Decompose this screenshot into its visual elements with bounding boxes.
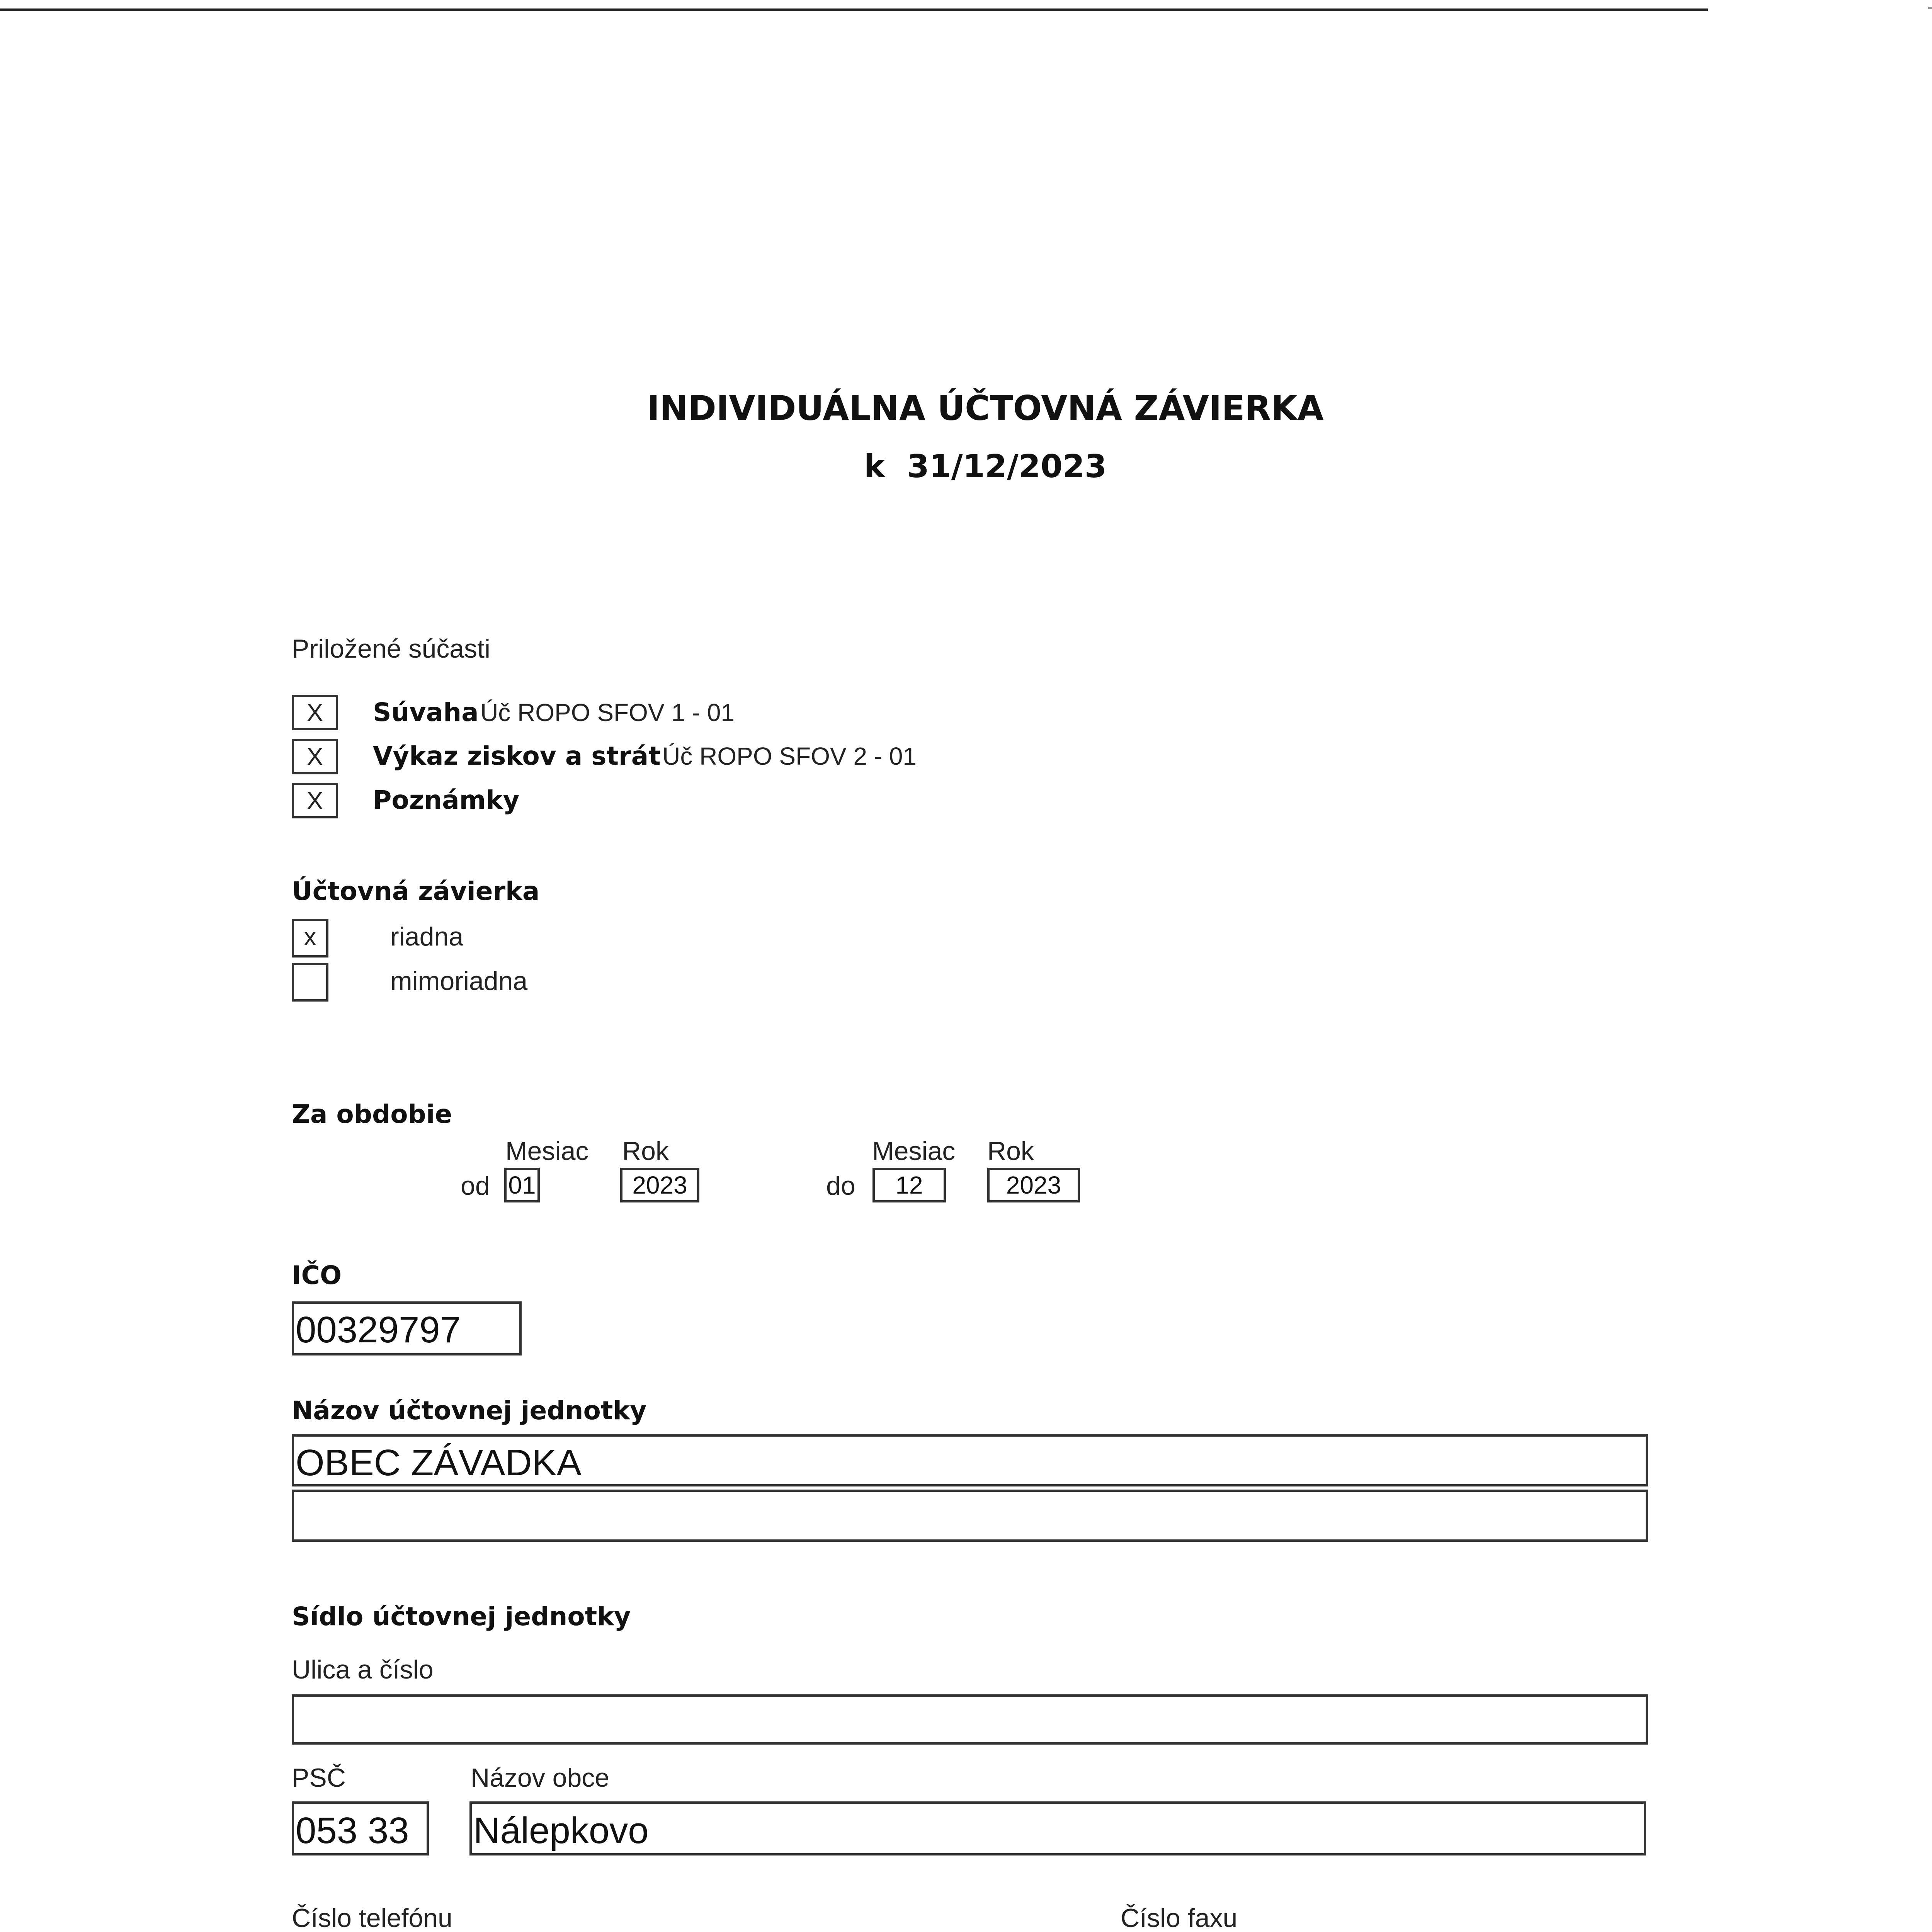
- date-prefix: k: [864, 448, 885, 485]
- ico-label: IČO: [292, 1260, 342, 1290]
- component-name: Súvaha: [373, 697, 479, 727]
- statement-type-label: Účtovná závierka: [292, 876, 540, 906]
- option-riadna: riadna: [390, 922, 464, 951]
- to-year-label: Rok: [987, 1136, 1034, 1166]
- document-title: INDIVIDUÁLNA ÚČTOVNÁ ZÁVIERKA: [647, 388, 1324, 428]
- component-code: Úč ROPO SFOV 1 - 01: [480, 699, 735, 726]
- to-month-label: Mesiac: [872, 1136, 956, 1166]
- from-month-label: Mesiac: [505, 1136, 589, 1166]
- top-rule: [0, 9, 1708, 11]
- component-code: Úč ROPO SFOV 2 - 01: [662, 742, 917, 770]
- from-month-field[interactable]: 01: [504, 1168, 540, 1202]
- address-label: Sídlo účtovnej jednotky: [292, 1602, 631, 1631]
- street-field[interactable]: [292, 1694, 1648, 1745]
- period-label: Za obdobie: [292, 1099, 452, 1129]
- checkbox-poznamky[interactable]: X: [292, 783, 338, 818]
- city-field[interactable]: Nálepkovo: [469, 1801, 1646, 1855]
- to-month-field[interactable]: 12: [872, 1168, 946, 1202]
- entity-name-line2[interactable]: [292, 1490, 1648, 1542]
- to-label: do: [826, 1171, 855, 1201]
- from-label: od: [461, 1171, 490, 1201]
- ico-field[interactable]: 00329797: [292, 1301, 522, 1355]
- entity-name-line1[interactable]: OBEC ZÁVADKA: [292, 1434, 1648, 1486]
- city-label: Názov obce: [471, 1763, 610, 1793]
- checkbox-mimoriadna[interactable]: [292, 963, 328, 1002]
- psc-label: PSČ: [292, 1763, 346, 1793]
- component-name: Výkaz ziskov a strát: [373, 741, 661, 771]
- fax-label: Číslo faxu: [1121, 1903, 1238, 1932]
- psc-field[interactable]: 053 33: [292, 1801, 429, 1855]
- from-year-label: Rok: [622, 1136, 669, 1166]
- component-name: Poznámky: [373, 785, 520, 815]
- component-suvaha: [373, 697, 735, 727]
- components-label: Priložené súčasti: [292, 634, 491, 663]
- from-year-field[interactable]: 2023: [620, 1168, 699, 1202]
- checkbox-vykaz[interactable]: X: [292, 739, 338, 774]
- document-date: 31/12/2023: [907, 448, 1107, 485]
- phone-label: Číslo telefónu: [292, 1903, 452, 1932]
- checkbox-riadna[interactable]: x: [292, 919, 328, 957]
- street-label: Ulica a číslo: [292, 1655, 434, 1684]
- top-rule-right: [1928, 7, 1932, 9]
- component-vykaz: [373, 741, 917, 771]
- entity-name-label: Názov účtovnej jednotky: [292, 1396, 647, 1425]
- component-poznamky: [373, 785, 519, 815]
- checkbox-suvaha[interactable]: X: [292, 695, 338, 730]
- document-date-line: [0, 448, 1932, 485]
- to-year-field[interactable]: 2023: [987, 1168, 1080, 1202]
- option-mimoriadna: mimoriadna: [390, 966, 528, 996]
